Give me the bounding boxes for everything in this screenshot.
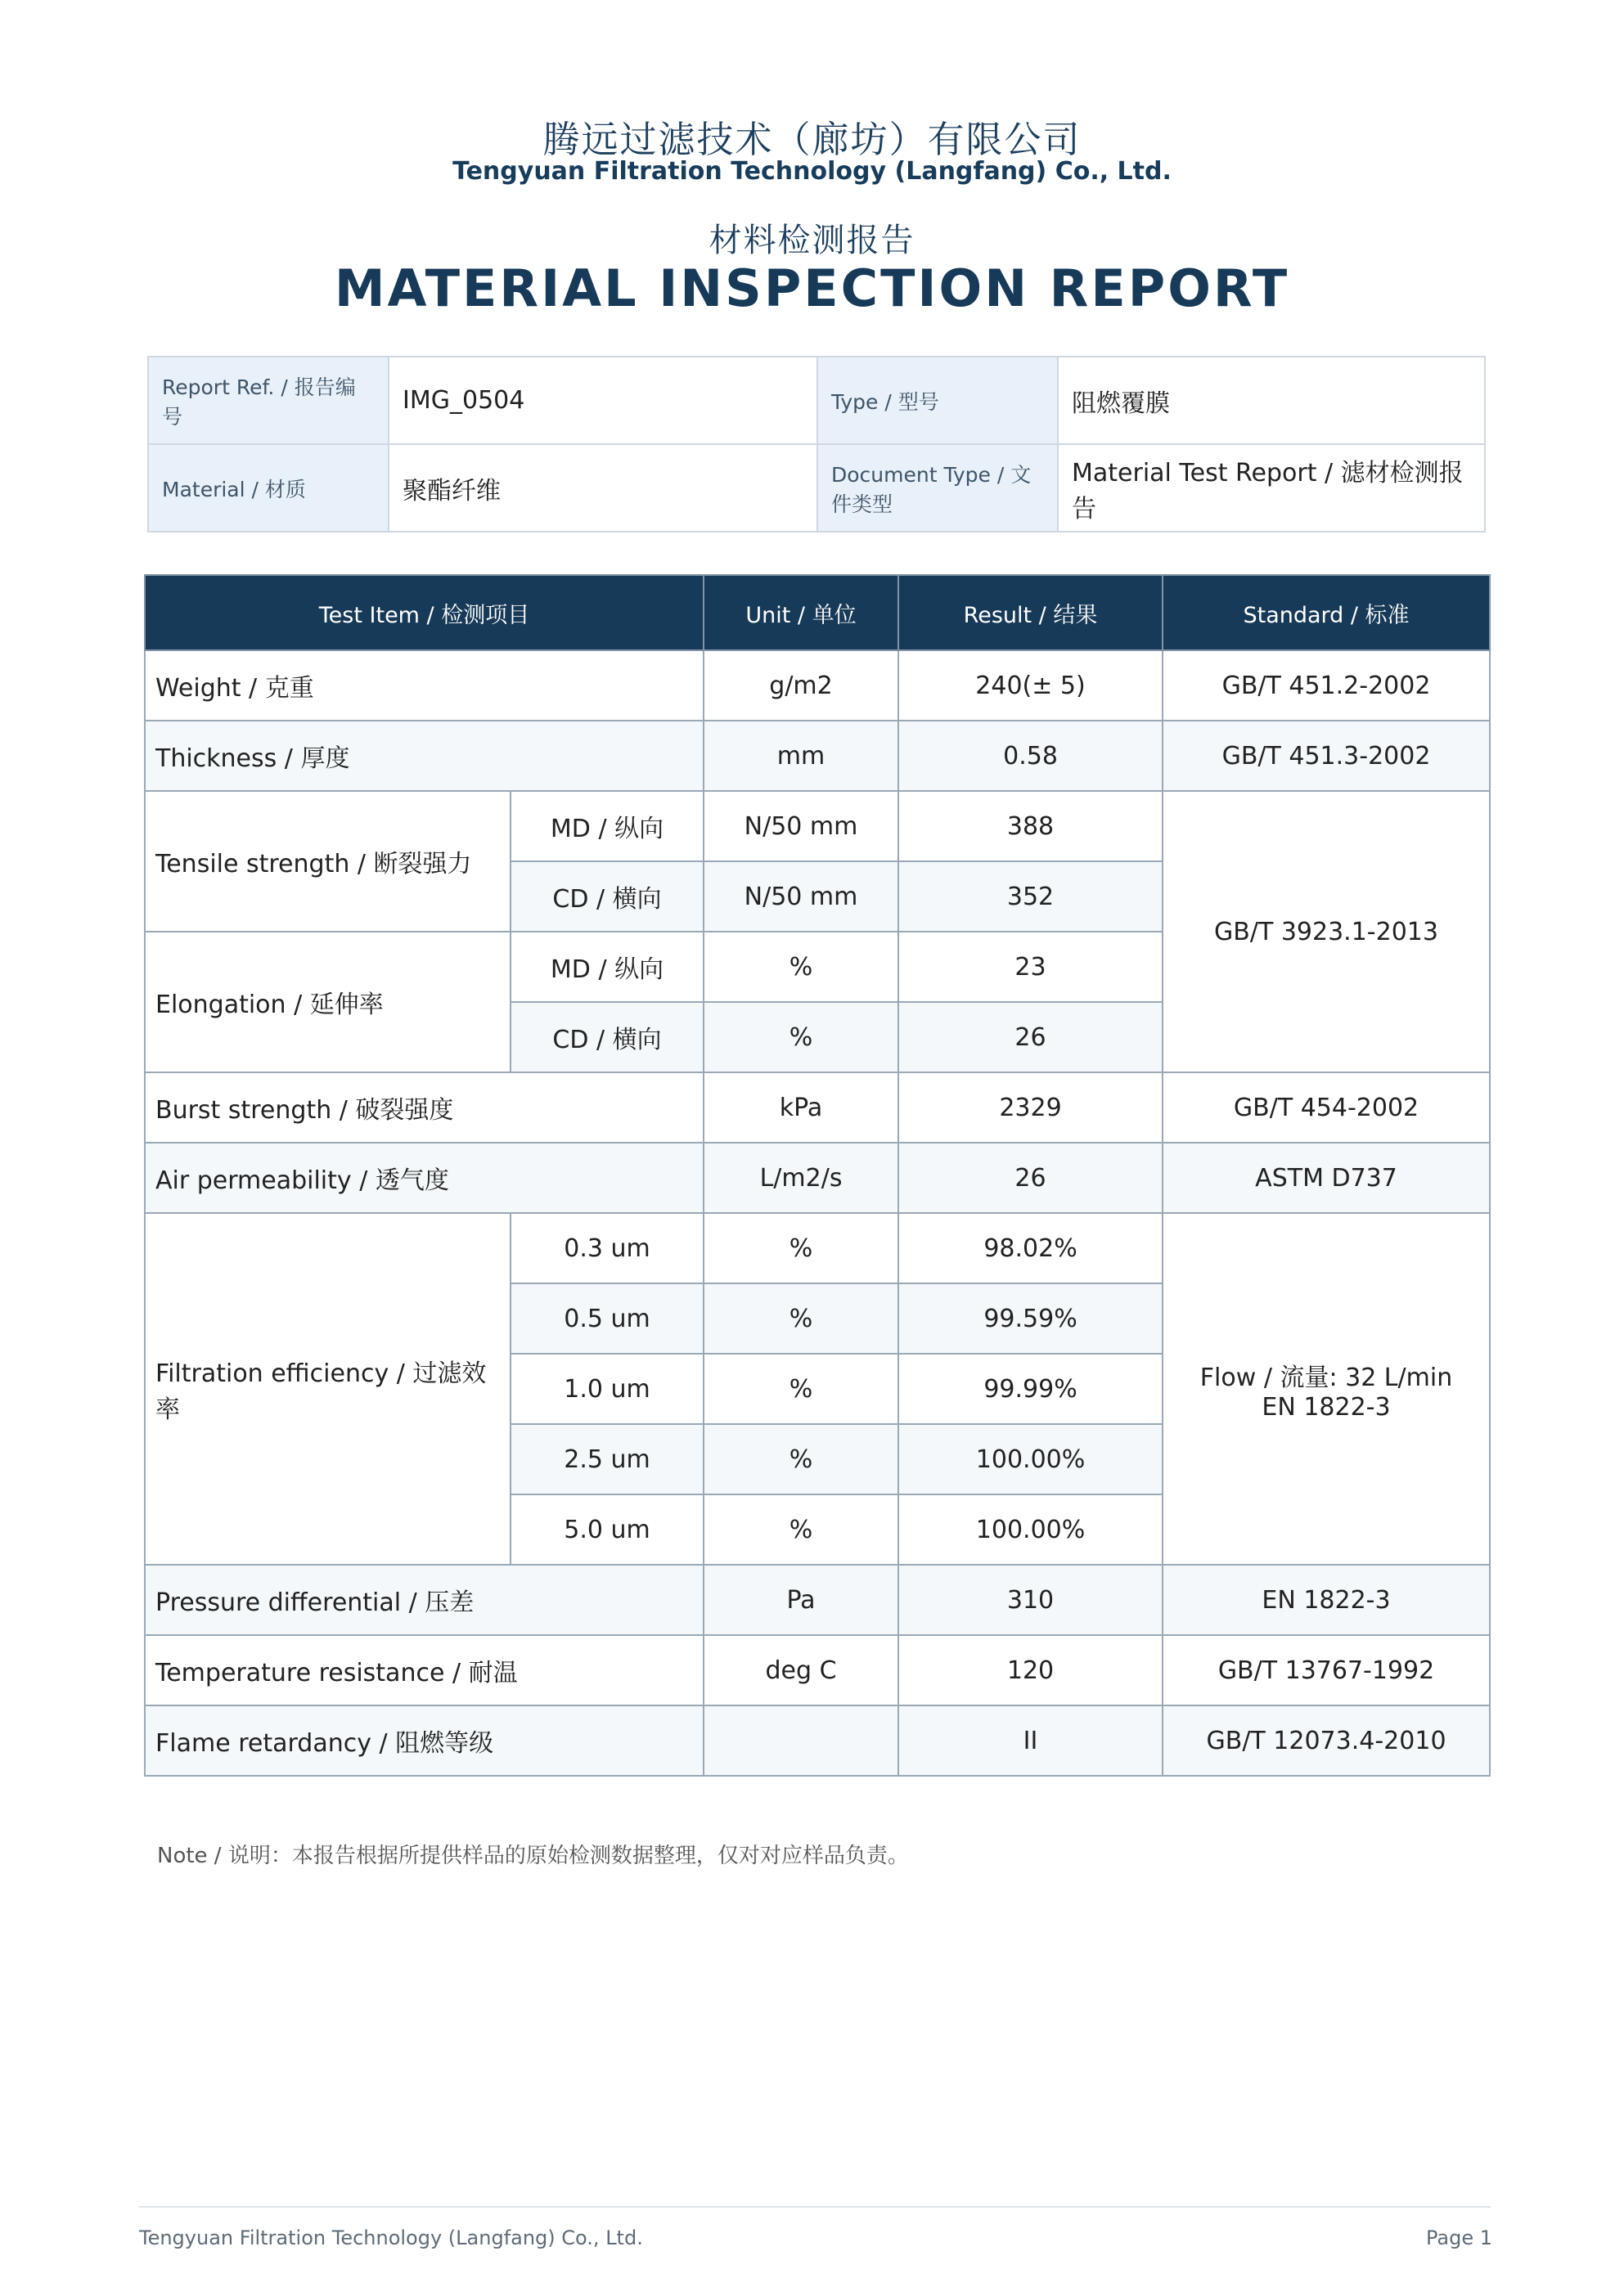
- table-row: [145, 1072, 1490, 1143]
- sub-item-cell: 2.5 um: [511, 1424, 704, 1494]
- standard-cell: GB/T 3923.1-2013: [1163, 791, 1490, 1072]
- col-header-test-item: Test Item / 检测项目: [145, 575, 704, 650]
- report-title-en: MATERIAL INSPECTION REPORT: [334, 258, 1290, 318]
- test-item: Burst strength / 破裂强度: [145, 1072, 704, 1143]
- table-row: [145, 721, 1490, 791]
- sub-item-cell: MD / 纵向: [511, 932, 704, 1002]
- standard-cell: GB/T 451.3-2002: [1163, 721, 1490, 791]
- standard-cell: GB/T 451.2-2002: [1163, 650, 1490, 721]
- unit-cell: [704, 1705, 898, 1776]
- result-cell: 120: [898, 1635, 1163, 1705]
- test-item: Tensile strength / 断裂强力: [145, 791, 511, 932]
- test-item: Temperature resistance / 耐温: [145, 1635, 704, 1705]
- sub-item-cell: 0.3 um: [511, 1213, 704, 1283]
- result-cell: 26: [898, 1002, 1163, 1072]
- result-cell: 99.99%: [898, 1354, 1163, 1424]
- report-note: Note / 说明：本报告根据所提供样品的原始检测数据整理，仅对对应样品负责。: [157, 1844, 909, 1868]
- info-row: [148, 444, 1485, 532]
- test-item: Air permeability / 透气度: [145, 1143, 704, 1213]
- unit-cell: Pa: [704, 1565, 898, 1635]
- table-row: [145, 791, 1490, 861]
- table-row: [145, 1213, 1490, 1283]
- unit-cell: g/m2: [704, 650, 898, 721]
- unit-cell: N/50 mm: [704, 791, 898, 861]
- result-cell: 310: [898, 1565, 1163, 1635]
- test-item: Flame retardancy / 阻燃等级: [145, 1705, 704, 1776]
- report-info-table: [147, 356, 1486, 532]
- table-row: [145, 1705, 1490, 1776]
- test-item: Weight / 克重: [145, 650, 704, 721]
- standard-text: EN 1822-3: [1262, 1392, 1391, 1422]
- document-type-label: Document Type / 文件类型: [817, 444, 1058, 532]
- test-item: Elongation / 延伸率: [145, 932, 511, 1072]
- standard-cell: GB/T 13767-1992: [1163, 1635, 1490, 1705]
- unit-cell: %: [704, 1213, 898, 1283]
- table-row: [145, 650, 1490, 721]
- unit-cell: deg C: [704, 1635, 898, 1705]
- col-header-unit: Unit / 单位: [704, 575, 898, 650]
- report-title-cn: 材料检测报告: [709, 222, 915, 259]
- standard-cell: GB/T 12073.4-2010: [1163, 1705, 1490, 1776]
- document-type-value: Material Test Report / 滤材检测报告: [1058, 444, 1485, 532]
- sub-item-cell: 5.0 um: [511, 1494, 704, 1565]
- test-results-table: [144, 574, 1491, 1777]
- table-row: [145, 1143, 1490, 1213]
- sub-item-cell: 1.0 um: [511, 1354, 704, 1424]
- unit-cell: %: [704, 1002, 898, 1072]
- table-row: [145, 1635, 1490, 1705]
- result-cell: 2329: [898, 1072, 1163, 1143]
- result-cell: 23: [898, 932, 1163, 1002]
- sub-item-cell: CD / 横向: [511, 1002, 704, 1072]
- unit-cell: %: [704, 1424, 898, 1494]
- result-cell: 26: [898, 1143, 1163, 1213]
- result-cell: 100.00%: [898, 1494, 1163, 1565]
- unit-cell: mm: [704, 721, 898, 791]
- result-cell: 388: [898, 791, 1163, 861]
- result-cell: 99.59%: [898, 1283, 1163, 1354]
- material-value: 聚酯纤维: [389, 444, 817, 532]
- test-item: Thickness / 厚度: [145, 721, 704, 791]
- standard-cell: GB/T 454-2002: [1163, 1072, 1490, 1143]
- test-item: Filtration efficiency / 过滤效率: [145, 1213, 511, 1565]
- result-cell: 0.58: [898, 721, 1163, 791]
- col-header-result: Result / 结果: [898, 575, 1163, 650]
- col-header-standard: Standard / 标准: [1163, 575, 1490, 650]
- unit-cell: %: [704, 1494, 898, 1565]
- test-item: Pressure differential / 压差: [145, 1565, 704, 1635]
- flow-rate-text: Flow / 流量: 32 L/min: [1199, 1363, 1453, 1392]
- standard-cell: [1163, 1213, 1490, 1565]
- result-cell: 240(± 5): [898, 650, 1163, 721]
- page-number: Page 1: [1426, 2226, 1492, 2249]
- unit-cell: %: [704, 1283, 898, 1354]
- result-cell: 98.02%: [898, 1213, 1163, 1283]
- standard-cell: ASTM D737: [1163, 1143, 1490, 1213]
- unit-cell: %: [704, 1354, 898, 1424]
- company-name-cn: 腾远过滤技术（廊坊）有限公司: [542, 118, 1082, 161]
- report-ref-value: IMG_0504: [389, 357, 817, 444]
- footer-company: Tengyuan Filtration Technology (Langfang) Co., Ltd.: [139, 2226, 643, 2249]
- result-cell: 100.00%: [898, 1424, 1163, 1494]
- type-value: 阻燃覆膜: [1058, 357, 1485, 444]
- sub-item-cell: 0.5 um: [511, 1283, 704, 1354]
- unit-cell: %: [704, 932, 898, 1002]
- type-label: Type / 型号: [817, 357, 1058, 444]
- company-name-en: Tengyuan Filtration Technology (Langfang) Co., Ltd.: [452, 157, 1172, 186]
- info-row: [148, 357, 1485, 444]
- sub-item-cell: MD / 纵向: [511, 791, 704, 861]
- table-header-row: [145, 575, 1490, 650]
- result-cell: II: [898, 1705, 1163, 1776]
- material-label: Material / 材质: [148, 444, 389, 532]
- standard-cell: EN 1822-3: [1163, 1565, 1490, 1635]
- result-cell: 352: [898, 861, 1163, 932]
- footer-divider: [139, 2206, 1491, 2208]
- unit-cell: L/m2/s: [704, 1143, 898, 1213]
- sub-item-cell: CD / 横向: [511, 861, 704, 932]
- table-row: [145, 1565, 1490, 1635]
- report-ref-label: Report Ref. / 报告编号: [148, 357, 389, 444]
- unit-cell: kPa: [704, 1072, 898, 1143]
- unit-cell: N/50 mm: [704, 861, 898, 932]
